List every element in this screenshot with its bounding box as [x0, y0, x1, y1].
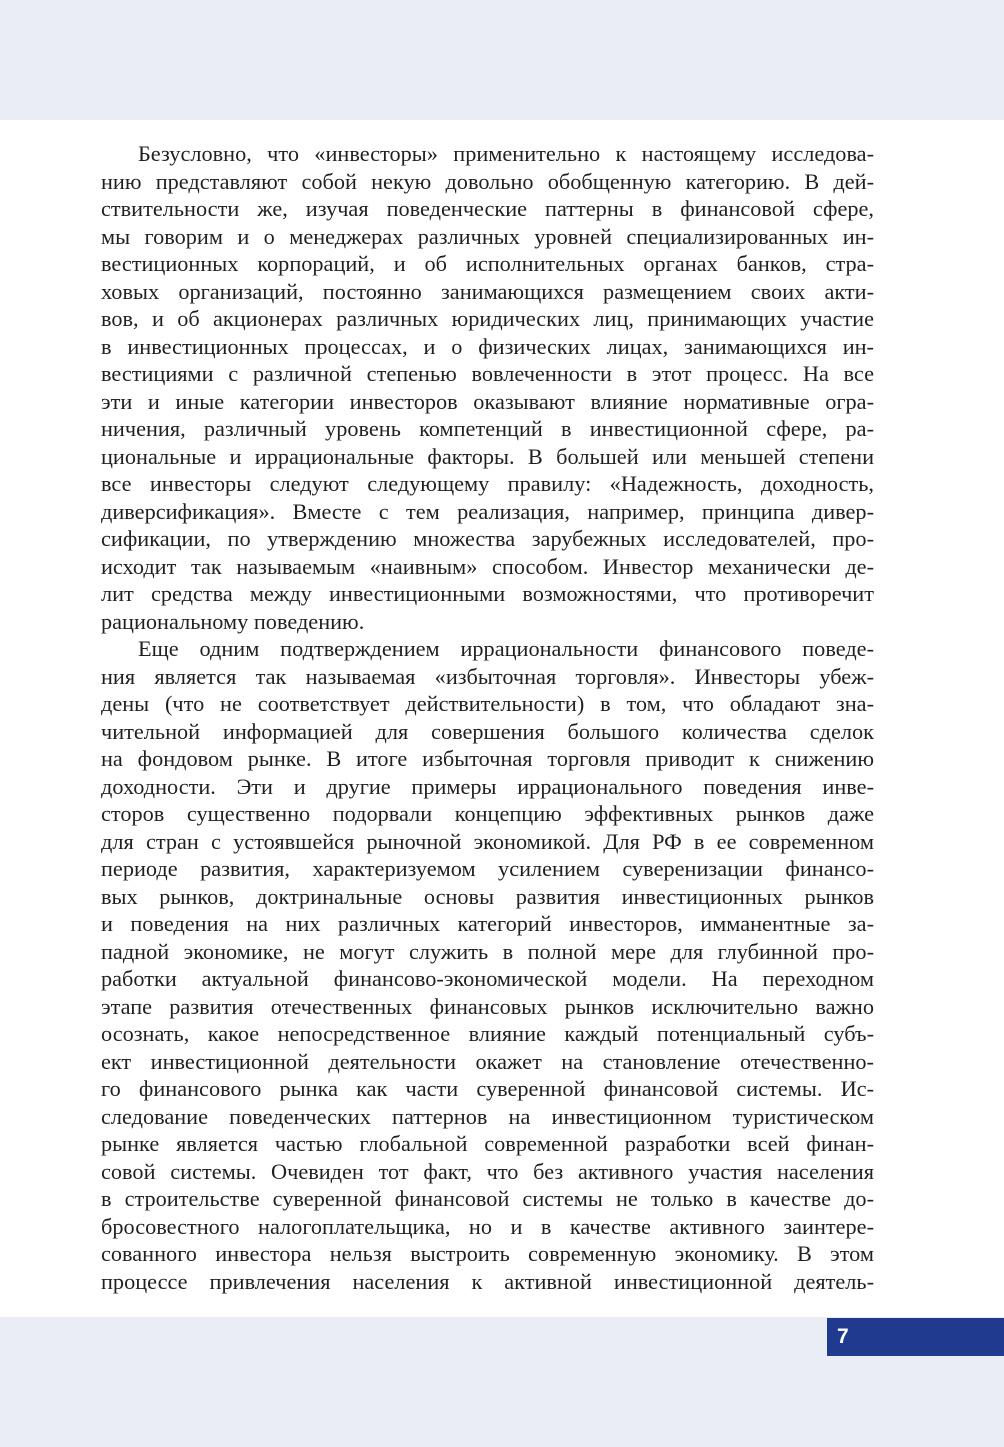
text-line: ния является так называемая «избыточная торговля». Инвесторы убеж-	[101, 663, 874, 689]
text-line: работки актуальной финансово-экономической модели. На переходном	[101, 966, 874, 991]
text-line: ект инвестиционной деятельности окажет на становление отечественно-	[101, 1048, 874, 1074]
text-line: нию представляют собой некую довольно обобщенную категорию. В дей-	[101, 168, 874, 194]
text-line: падной экономике, не могут служить в полной мере для глубинной про-	[101, 938, 874, 964]
paragraph-1	[101, 140, 874, 635]
text-line: вестициями с различной степенью вовлеченности в этот процесс. На все	[101, 361, 874, 386]
text-line: вых рынков, доктринальные основы развития инвестиционных рынков	[101, 883, 874, 909]
paragraph-2	[101, 635, 874, 1295]
page-number-box	[827, 1318, 1004, 1356]
text-line: мы говорим и о менеджерах различных уровней специализированных ин-	[101, 223, 874, 249]
text-line: совой системы. Очевиден тот факт, что без активного участия населения	[101, 1158, 874, 1184]
text-line: следование поведенческих паттернов на инвестиционном туристическом	[101, 1103, 874, 1129]
text-line: сторов существенно подорвали концепцию эффективных рынков даже	[101, 801, 874, 826]
text-line: в инвестиционных процессах, и о физических лицах, занимающихся ин-	[101, 333, 874, 359]
text-line: на фондовом рынке. В итоге избыточная торговля приводит к снижению	[101, 746, 874, 771]
text-line: Еще одним подтверждением иррациональности финансового поведе-	[138, 636, 874, 661]
page-top-band	[0, 0, 1004, 120]
text-line: в строительстве суверенной финансовой системы не только в качестве до-	[101, 1186, 874, 1211]
text-line: осознать, какое непосредственное влияние каждый потенциальный субъ-	[101, 1021, 874, 1046]
text-line: бросовестного налогоплательщика, но и в качестве активного заинтере-	[101, 1213, 874, 1239]
text-line: доходности. Эти и другие примеры иррационального поведения инве-	[101, 773, 874, 799]
text-line: этапе развития отечественных финансовых рынков исключительно важно	[101, 993, 874, 1019]
text-line: и поведения на них различных категорий инвесторов, имманентные за-	[101, 911, 874, 936]
text-line: сификации, по утверждению множества зарубежных исследователей, про-	[101, 526, 874, 551]
text-line: ховых организаций, постоянно занимающихся размещением своих акти-	[101, 278, 874, 304]
page-number: 7	[837, 1325, 849, 1348]
text-line: процессе привлечения населения к активной инвестиционной деятель-	[101, 1268, 874, 1294]
text-line: лит средства между инвестиционными возможностями, что противоречит	[101, 581, 874, 606]
text-line: ничения, различный уровень компетенций в инвестиционной сфере, ра-	[101, 416, 874, 441]
text-line: исходит так называемым «наивным» способом. Инвестор механически де-	[101, 553, 874, 579]
text-line: периоде развития, характеризуемом усилением суверенизации финансо-	[101, 856, 874, 881]
text-line: все инвесторы следуют следующему правилу: «Надежность, доходность,	[101, 471, 874, 496]
text-line: ствительности же, изучая поведенческие паттерны в финансовой сфере,	[101, 196, 874, 221]
text-line: рынке является частью глобальной современной разработки всей финан-	[101, 1131, 874, 1156]
body-text	[101, 140, 874, 1295]
text-line: вов, и об акционерах различных юридических лиц, принимающих участие	[101, 306, 874, 331]
text-line: чительной информацией для совершения большого количества сделок	[101, 718, 874, 744]
text-line: вестиционных корпораций, и об исполнительных органах банков, стра-	[101, 251, 874, 276]
text-line: для стран с устоявшейся рыночной экономикой. Для РФ в ее современном	[101, 828, 874, 854]
text-line: дены (что не соответствует действительности) в том, что обладают зна-	[101, 691, 874, 716]
text-line: сованного инвестора нельзя выстроить современную экономику. В этом	[101, 1241, 874, 1266]
text-line: эти и иные категории инвесторов оказывают влияние нормативные огра-	[101, 388, 874, 414]
text-line: циональные и иррациональные факторы. В большей или меньшей степени	[101, 443, 874, 469]
text-line: диверсификация». Вместе с тем реализация, например, принципа дивер-	[101, 498, 874, 524]
text-line: го финансового рынка как части суверенной финансовой системы. Ис-	[101, 1076, 874, 1101]
text-line: Безусловно, что «инвесторы» применительно к настоящему исследова-	[138, 141, 874, 166]
text-line: рациональному поведению.	[101, 608, 365, 634]
